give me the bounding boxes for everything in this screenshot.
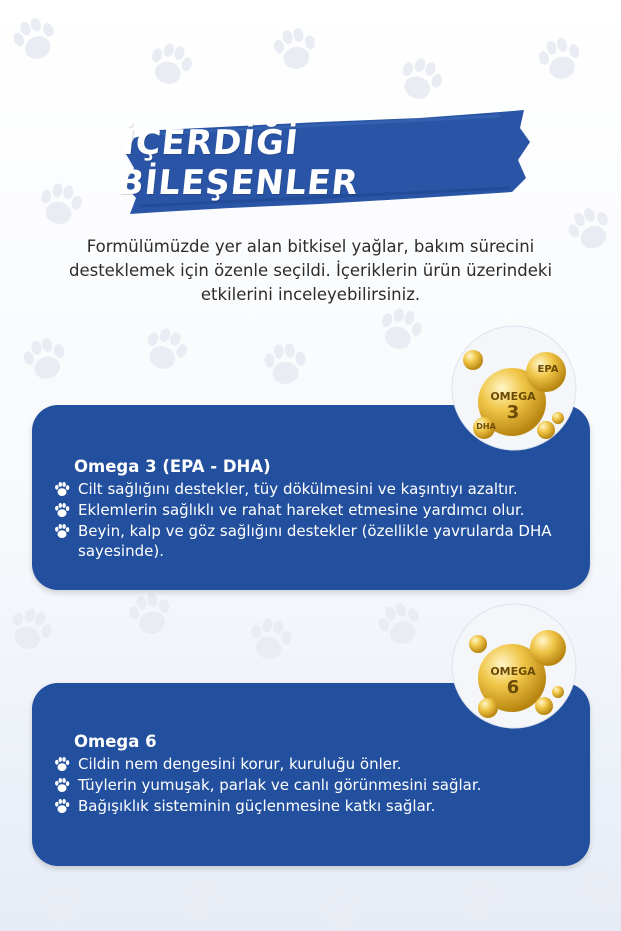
paw-icon [54,481,74,497]
page-title: İÇERDİĞİ BİLEŞENLER [115,123,361,203]
paw-icon [54,502,74,518]
omega-3-badge [448,322,580,454]
card-title: Omega 3 (EPA - DHA) [74,457,271,476]
paw-icon [54,798,74,814]
dha-label: DHA [476,422,496,431]
list-item [54,521,570,561]
card-title: Omega 6 [74,732,157,751]
bullet-text: Cilt sağlığını destekler, tüy dökülmesini ve kaşıntıyı azaltır. [78,480,518,498]
bullet-list [54,754,570,817]
bullet-text: Bağışıklık sisteminin güçlenmesine katkı sağlar. [78,797,436,815]
omega-label: OMEGA [490,390,536,403]
bullet-text: Tüylerin yumuşak, parlak ve canlı görünmesini sağlar. [78,776,482,794]
oil-droplets-icon [448,322,580,454]
bullet-list [54,479,570,562]
list-item [54,754,570,774]
paw-icon [54,777,74,793]
omega-number: 3 [506,402,520,423]
epa-label: EPA [537,364,559,375]
omega-6-badge [448,600,580,732]
intro-text: Formülümüzde yer alan bitkisel yağlar, bakım sürecini desteklemek için özenle seçildi. İçeriklerin ürün üzerindeki etkilerini inceleyebilirsiniz. [68,237,553,304]
list-item [54,775,570,795]
list-item [54,500,570,520]
paw-icon [54,523,74,539]
omega-label: OMEGA [490,665,536,678]
paw-icon [54,756,74,772]
bullet-text: Eklemlerin sağlıklı ve rahat hareket etmesine yardımcı olur. [78,501,525,519]
list-item [54,479,570,499]
omega-number: 6 [506,677,520,698]
list-item [54,796,570,816]
bullet-text: Cildin nem dengesini korur, kuruluğu önler. [78,755,402,773]
bullet-text: Beyin, kalp ve göz sağlığını destekler (özellikle yavrularda DHA sayesinde). [78,522,552,560]
